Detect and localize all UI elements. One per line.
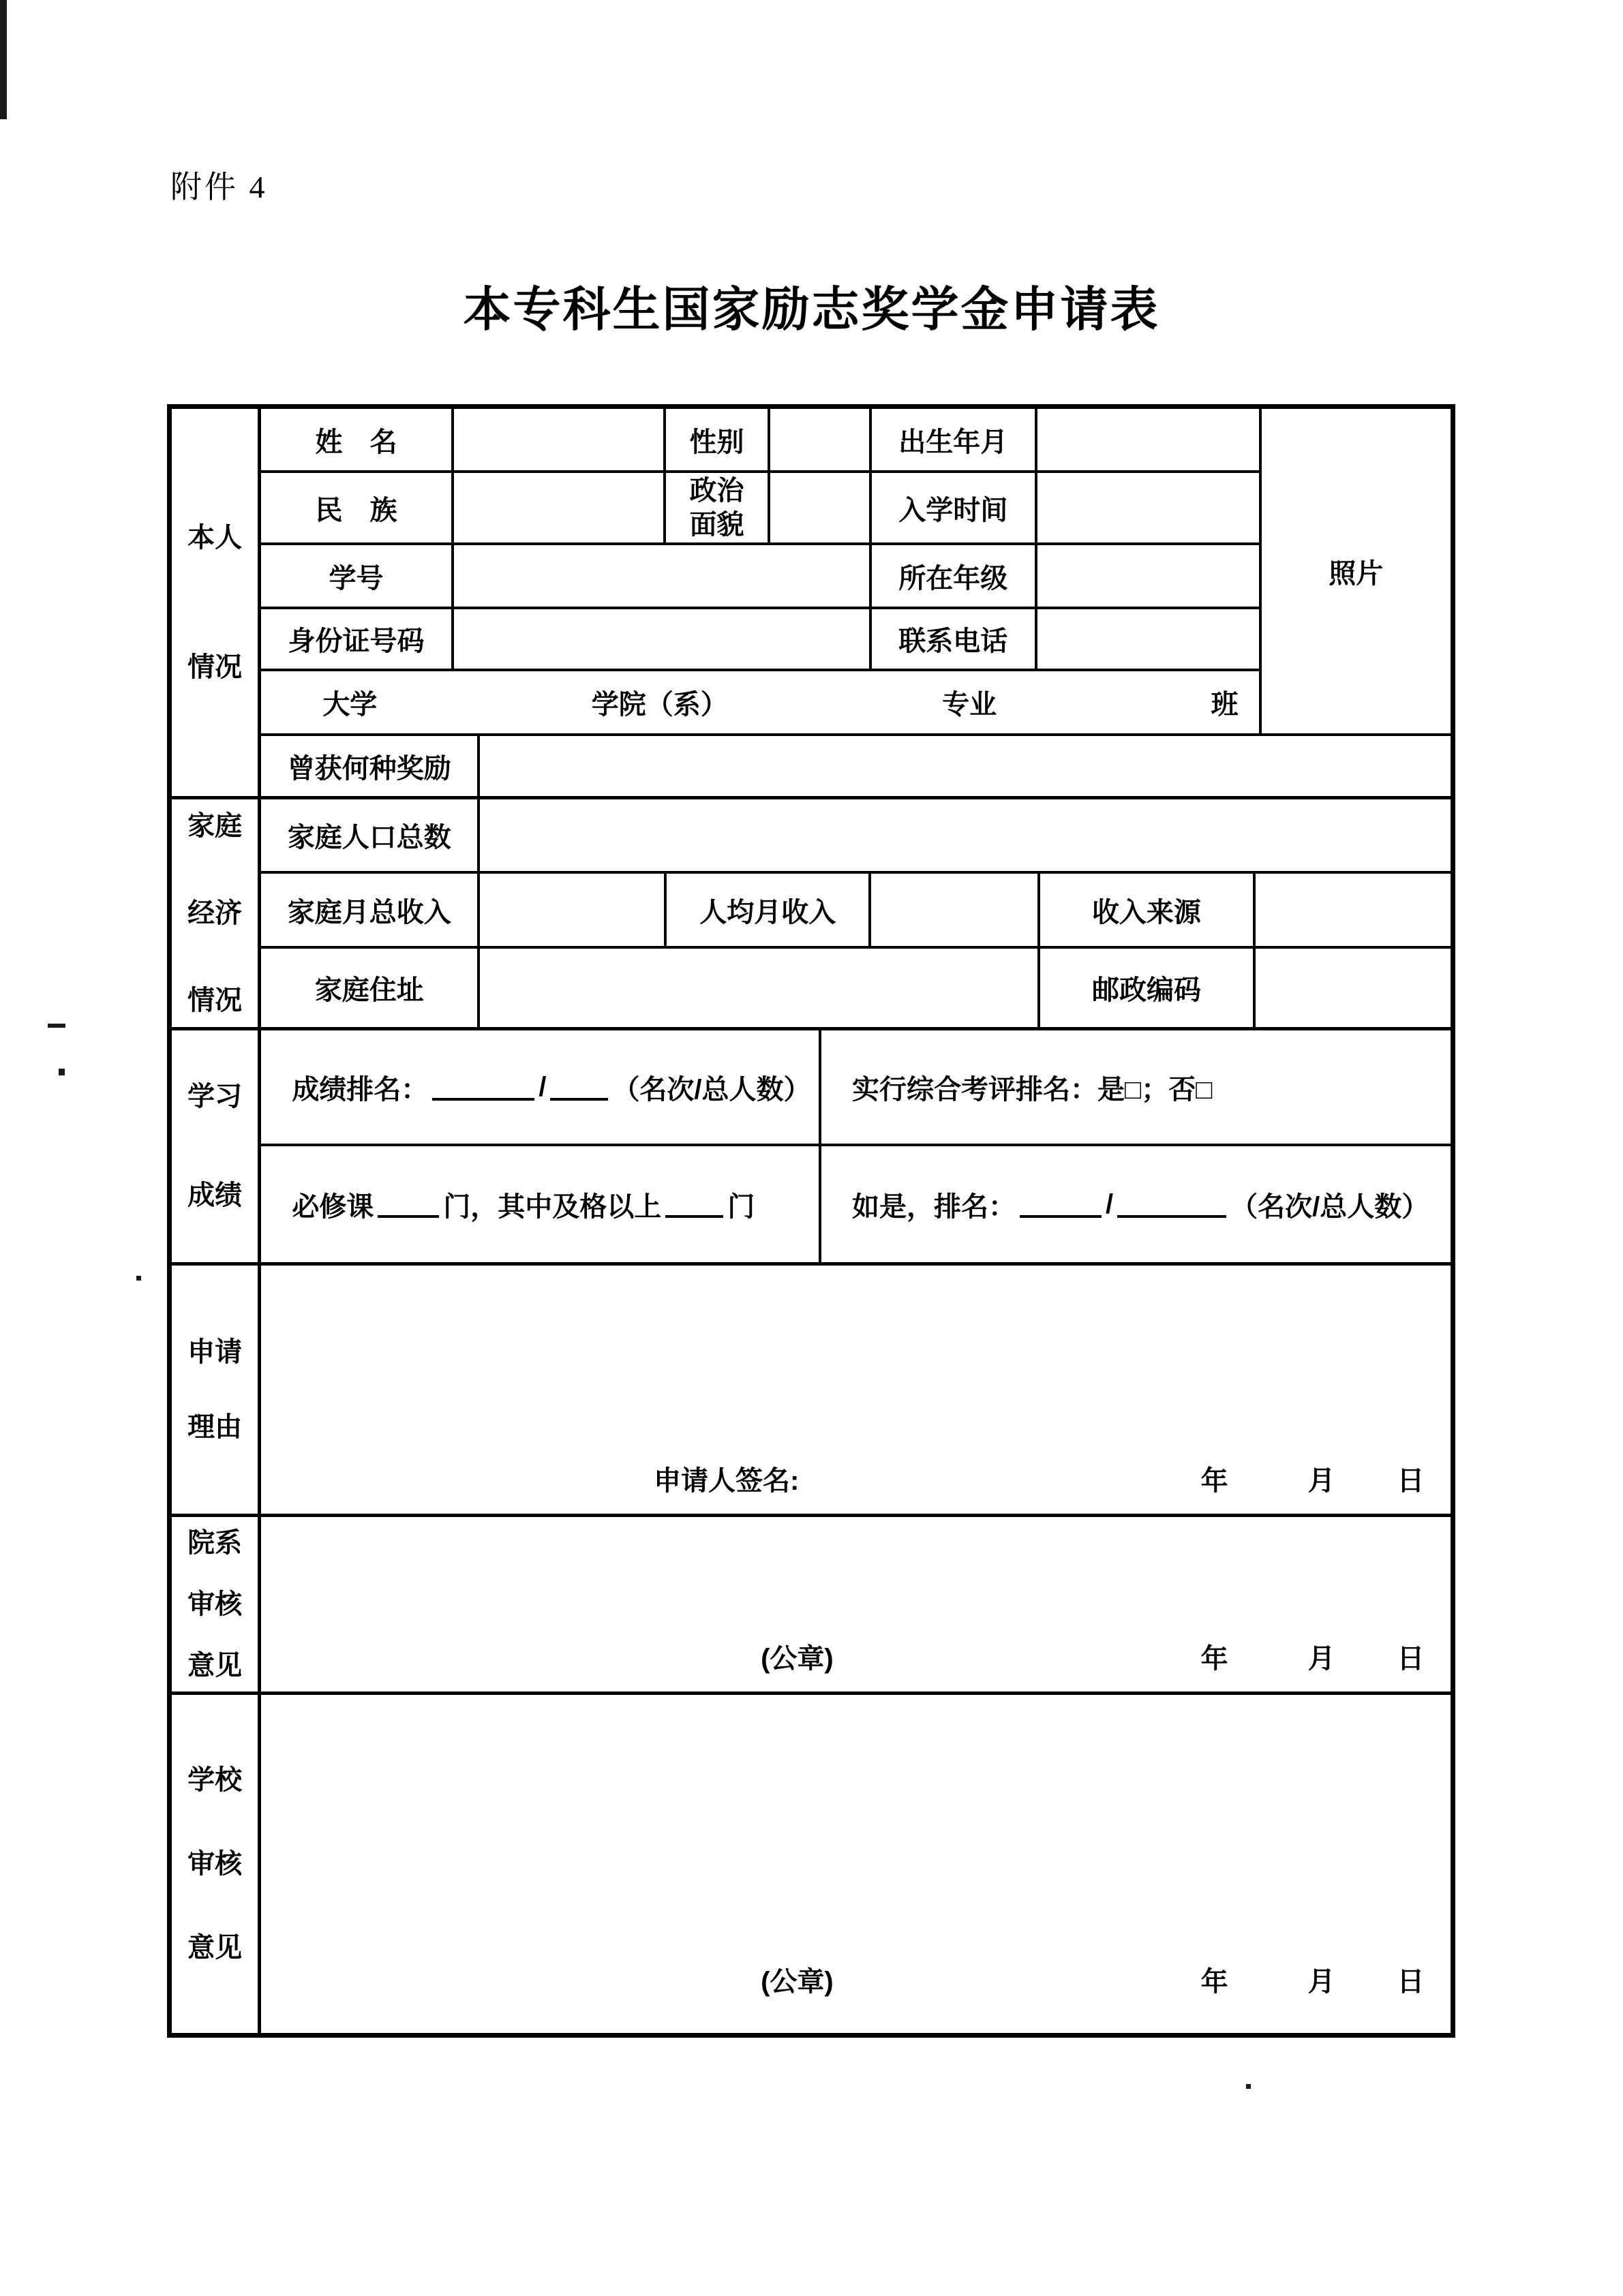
- section-academic: [172, 1030, 1451, 1266]
- name-label: 姓 名: [261, 409, 453, 470]
- row-address: [261, 949, 1451, 1027]
- rank-blank-numerator: [432, 1073, 534, 1101]
- major-label: 专业: [942, 690, 997, 720]
- month-label: 月: [1307, 1644, 1335, 1674]
- attachment-label: 附件 4: [170, 170, 268, 204]
- section-personal: [172, 409, 1451, 799]
- row-awards: [261, 736, 1451, 796]
- if-yes-note: （名次/总人数）: [1230, 1191, 1429, 1222]
- application-signature-line: [261, 1459, 1451, 1495]
- academic-section-label: 学习成绩: [187, 1082, 243, 1210]
- row-rank: [261, 1030, 1451, 1146]
- political-status-value-cell: [770, 473, 872, 542]
- political-status-text: 政治面貌: [689, 476, 744, 540]
- id-number-label: 身份证号码: [261, 609, 453, 669]
- gender-value-cell: [770, 409, 872, 470]
- birth-date-label: 出生年月: [872, 409, 1037, 470]
- grade-value-cell: [1037, 545, 1259, 607]
- year-label: 年: [1200, 1466, 1228, 1496]
- personal-grid-with-photo: [261, 409, 1451, 736]
- required-blank-total: [378, 1191, 439, 1218]
- enrollment-label: 入学时间: [872, 473, 1037, 542]
- if-yes-rank-cell: [821, 1146, 1451, 1262]
- university-label: 大学: [322, 690, 378, 720]
- school-content: [261, 1695, 1451, 2033]
- monthly-income-label: 家庭月总收入: [261, 874, 480, 946]
- university-line: [261, 671, 1258, 733]
- department-section-label: 院系审核意见: [187, 1528, 243, 1681]
- rank-cell: [261, 1030, 821, 1144]
- household-size-label: 家庭人口总数: [261, 799, 480, 871]
- rank-label: 成绩排名：: [292, 1074, 429, 1105]
- ethnicity-label: 民 族: [261, 473, 453, 542]
- school-section-label-cell: [172, 1695, 261, 2033]
- household-size-value-cell: [480, 799, 1451, 871]
- school-seal-label: (公章): [761, 1967, 834, 1997]
- required-blank-passed: [665, 1191, 723, 1218]
- application-section-label: 申请理由: [187, 1337, 243, 1442]
- id-number-value-cell: [454, 609, 872, 669]
- if-yes-blank-denominator: [1117, 1191, 1226, 1218]
- family-section-label: 家庭经济情况: [187, 811, 243, 1015]
- row-student-id: [261, 545, 1258, 609]
- personal-content: [261, 409, 1451, 796]
- department-seal-line: [261, 1637, 1451, 1672]
- personal-rows: [261, 409, 1261, 733]
- section-department-review: [172, 1517, 1451, 1695]
- grade-label: 所在年级: [872, 545, 1037, 607]
- month-label: 月: [1307, 1466, 1335, 1496]
- row-name: [261, 409, 1258, 473]
- photo-cell: [1262, 409, 1451, 733]
- year-label: 年: [1200, 1967, 1228, 1997]
- row-household-size: [261, 799, 1451, 874]
- row-income: [261, 874, 1451, 949]
- monthly-income-value-cell: [480, 874, 667, 946]
- per-capita-income-value-cell: [871, 874, 1040, 946]
- evaluation-text: 实行综合考评排名：是□；否□: [852, 1074, 1213, 1105]
- section-school-review: [172, 1695, 1451, 2033]
- phone-value-cell: [1037, 609, 1259, 669]
- student-id-label: 学号: [261, 545, 453, 607]
- personal-section-label: 本人情况: [187, 523, 243, 682]
- if-yes-blank-numerator: [1020, 1191, 1102, 1218]
- per-capita-income-label: 人均月收入: [667, 874, 871, 946]
- day-label: 日: [1397, 1466, 1425, 1496]
- scan-artifact-edge: [0, 0, 7, 119]
- rank-blank-denominator: [550, 1073, 608, 1101]
- section-application-reason: [172, 1266, 1451, 1517]
- year-label: 年: [1200, 1644, 1228, 1674]
- awards-value-cell: [480, 736, 1451, 796]
- birth-date-value-cell: [1037, 409, 1259, 470]
- ethnicity-value-cell: [454, 473, 667, 542]
- academic-section-label-cell: [172, 1030, 261, 1262]
- application-section-label-cell: [172, 1266, 261, 1514]
- required-prefix: 必修课: [292, 1191, 374, 1222]
- department-content: [261, 1517, 1451, 1692]
- if-yes-slash: /: [1106, 1189, 1114, 1219]
- personal-section-label-cell: [172, 409, 261, 796]
- row-university-class: [261, 671, 1258, 733]
- required-mid: 门，其中及格以上: [443, 1191, 662, 1222]
- application-content: [261, 1266, 1451, 1514]
- row-ethnicity: [261, 473, 1258, 545]
- postal-code-value-cell: [1256, 949, 1451, 1027]
- department-section-label-cell: [172, 1517, 261, 1692]
- section-family: [172, 799, 1451, 1030]
- evaluation-cell: [821, 1030, 1451, 1144]
- college-label: 学院（系）: [591, 690, 728, 720]
- family-content: [261, 799, 1451, 1027]
- day-label: 日: [1397, 1644, 1425, 1674]
- row-required-courses: [261, 1146, 1451, 1262]
- name-value-cell: [454, 409, 667, 470]
- department-seal-label: (公章): [761, 1644, 834, 1674]
- phone-label: 联系电话: [872, 609, 1037, 669]
- if-yes-label: 如是，排名：: [852, 1191, 1016, 1222]
- scan-speck: [136, 1276, 141, 1281]
- application-form-table: [167, 404, 1455, 2038]
- signature-label: 申请人签名:: [654, 1466, 800, 1496]
- application-reason-area: [261, 1266, 1451, 1514]
- required-courses-cell: [261, 1146, 821, 1262]
- school-review-area: [261, 1695, 1451, 2033]
- address-value-cell: [480, 949, 1040, 1027]
- scan-speck: [59, 1069, 65, 1075]
- school-section-label: 学校审核意见: [187, 1764, 243, 1963]
- row-id-number: [261, 609, 1258, 671]
- academic-content: [261, 1030, 1451, 1262]
- awards-label: 曾获何种奖励: [261, 736, 480, 796]
- income-source-label: 收入来源: [1040, 874, 1256, 946]
- month-label: 月: [1307, 1967, 1335, 1997]
- school-seal-line: [261, 1960, 1451, 1995]
- enrollment-value-cell: [1037, 473, 1259, 542]
- address-label: 家庭住址: [261, 949, 480, 1027]
- scan-speck: [1246, 2084, 1251, 2089]
- form-title: 本专科生国家励志奖学金申请表: [463, 283, 1160, 336]
- scan-speck: [48, 1024, 65, 1028]
- income-source-value-cell: [1256, 874, 1451, 946]
- student-id-value-cell: [454, 545, 872, 607]
- rank-slash: /: [539, 1071, 547, 1102]
- photo-label: 照片: [1329, 558, 1384, 589]
- political-status-label: [666, 473, 770, 542]
- day-label: 日: [1397, 1967, 1425, 1997]
- required-suffix: 门: [727, 1191, 755, 1222]
- postal-code-label: 邮政编码: [1040, 949, 1256, 1027]
- gender-label: 性别: [666, 409, 770, 470]
- family-section-label-cell: [172, 799, 261, 1027]
- department-review-area: [261, 1517, 1451, 1692]
- class-label: 班: [1211, 690, 1239, 720]
- rank-note: （名次/总人数）: [612, 1074, 811, 1105]
